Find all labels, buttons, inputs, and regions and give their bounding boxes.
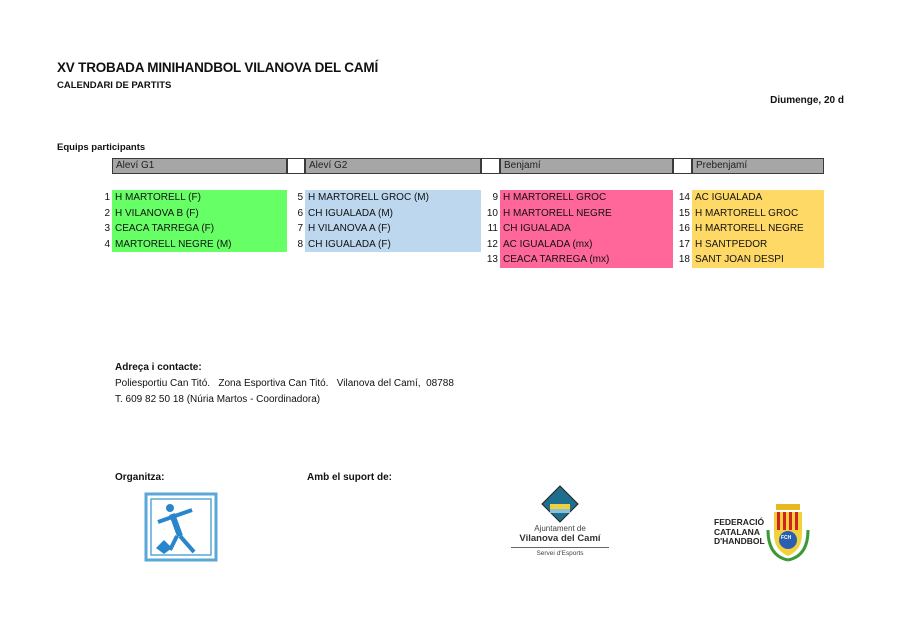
- document-title: XV TROBADA MINIHANDBOL VILANOVA DEL CAMÍ: [57, 60, 379, 75]
- team-name: AC IGUALADA (mx): [503, 238, 593, 250]
- team-number: 8: [297, 238, 303, 250]
- team-name: CEACA TARREGA (mx): [503, 254, 610, 265]
- ajuntament-line3: Servei d'Esports: [536, 550, 584, 557]
- group-header-benjami: Benjamí: [500, 158, 673, 174]
- team-name: H MARTORELL GROC: [503, 192, 607, 203]
- group-header-alevi-g1: Aleví G1: [112, 158, 287, 174]
- team-number: 5: [297, 192, 303, 203]
- club-handbol-logo: [144, 492, 218, 562]
- organitza-label: Organitza:: [115, 472, 165, 483]
- team-number: 9: [492, 192, 498, 203]
- team-name: SANT JOAN DESPI: [695, 254, 784, 265]
- team-name: AC IGUALADA: [695, 192, 763, 203]
- teams-section-label: Equips participants: [57, 142, 146, 153]
- contact-phone: T. 609 82 50 18 (Núria Martos - Coordinadora): [115, 394, 321, 405]
- federacio-line2: CATALANA: [714, 526, 760, 537]
- federacio-name: [714, 518, 765, 547]
- header-spacer: [481, 158, 500, 174]
- team-number: 10: [486, 207, 498, 219]
- ajuntament-line1: Ajuntament de: [534, 524, 586, 533]
- federacio-seal-text: FCH: [781, 535, 792, 541]
- contact-label: Adreça i contacte:: [115, 362, 202, 373]
- team-number: 7: [297, 223, 303, 234]
- event-date: Diumenge, 20 d: [770, 95, 844, 106]
- team-number: 14: [678, 192, 690, 203]
- team-name: H MARTORELL (F): [115, 192, 201, 203]
- team-name: MARTORELL NEGRE (M): [115, 238, 232, 250]
- team-name: H MARTORELL GROC: [695, 207, 799, 219]
- suport-label: Amb el suport de:: [307, 472, 393, 483]
- team-number: 15: [678, 207, 690, 219]
- team-number: 12: [486, 238, 498, 250]
- group-header-alevi-g2: Aleví G2: [305, 158, 481, 174]
- team-number: 4: [104, 238, 110, 250]
- ajuntament-line2: Vilanova del Camí: [519, 533, 601, 544]
- team-name: H MARTORELL NEGRE: [695, 223, 804, 234]
- team-number: 2: [104, 207, 110, 219]
- federacio-line3: D'HANDBOL: [714, 536, 765, 546]
- header-spacer: [673, 158, 692, 174]
- team-name: H MARTORELL GROC (M): [308, 192, 429, 203]
- contact-address: Poliesportiu Can Titó. Zona Esportiva Can Titó. Vilanova del Camí, 08788: [115, 378, 454, 389]
- document-subtitle: CALENDARI DE PARTITS: [57, 80, 172, 91]
- team-number: 18: [678, 254, 690, 265]
- team-name: CH IGUALADA (F): [308, 238, 391, 250]
- team-number: 3: [104, 223, 110, 234]
- team-name: CH IGUALADA: [503, 223, 571, 234]
- team-name: H SANTPEDOR: [695, 238, 768, 250]
- team-number: 16: [678, 223, 690, 234]
- team-number: 6: [297, 207, 303, 219]
- team-name: H MARTORELL NEGRE: [503, 207, 612, 219]
- team-name: CH IGUALADA (M): [308, 207, 394, 219]
- team-number: 11: [487, 223, 498, 234]
- team-name: CEACA TARREGA (F): [115, 223, 215, 234]
- federacio-line1: FEDERACIÓ: [714, 517, 765, 527]
- header-spacer: [287, 158, 305, 174]
- federacio-crest: [764, 500, 812, 562]
- team-number: 13: [486, 254, 498, 265]
- group-header-prebenjami: Prebenjamí: [692, 158, 824, 174]
- team-number: 17: [678, 238, 690, 250]
- team-name: H VILANOVA B (F): [115, 207, 199, 219]
- team-number: 1: [104, 192, 110, 203]
- team-name: H VILANOVA A (F): [308, 223, 391, 234]
- ajuntament-logo: [505, 484, 615, 564]
